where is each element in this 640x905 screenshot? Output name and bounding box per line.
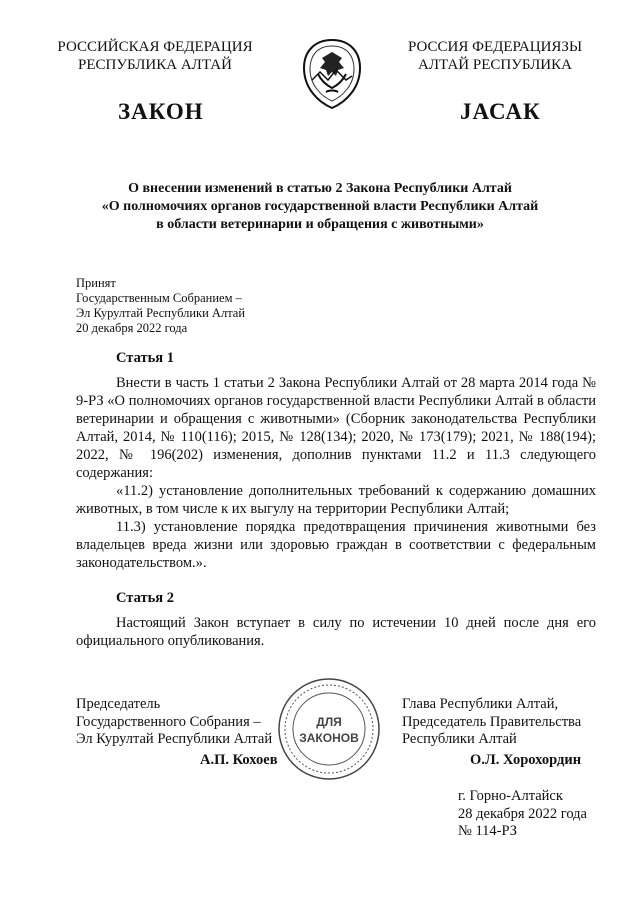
law-title-alt: ЈАСАК	[460, 99, 541, 124]
adopted-date: 20 декабря 2022 года	[76, 321, 188, 335]
article2-paragraph: Настоящий Закон вступает в силу по истечении 10 дней после дня его официального опубликования.	[76, 615, 596, 649]
signature-left-name: А.П. Кохоев	[200, 752, 278, 768]
article1-body	[76, 374, 596, 572]
header-left-line2: РЕСПУБЛИКА АЛТАЙ	[78, 57, 232, 73]
footer-date: 28 декабря 2022 года	[458, 805, 587, 822]
signature-left-line2: Государственного Собрания –	[76, 713, 261, 730]
title-line3: в области ветеринарии и обращения с животными»	[156, 217, 484, 232]
title-line2: «О полномочиях органов государственной власти Республики Алтай	[101, 199, 539, 214]
signature-left	[76, 696, 272, 749]
stamp-line1: ДЛЯ	[316, 715, 342, 729]
stamp-line2: ЗАКОНОВ	[299, 731, 359, 745]
adopted-line3: Эл Курултай Республики Алтай	[76, 306, 246, 320]
coat-of-arms-icon	[298, 38, 366, 110]
signature-right	[402, 696, 581, 749]
footer-city: г. Горно-Алтайск	[458, 788, 563, 804]
footer-block	[458, 788, 587, 841]
signature-left-line3: Эл Курултай Республики Алтай	[76, 731, 273, 747]
signature-right-line3: Республики Алтай	[402, 731, 517, 747]
signature-left-line1: Председатель	[76, 696, 161, 712]
header-left-line1: РОССИЙСКАЯ ФЕДЕРАЦИЯ	[57, 39, 253, 55]
header-left	[40, 38, 270, 74]
signature-right-name: О.Л. Хорохордин	[470, 752, 582, 768]
header-right-line2: АЛТАЙ РЕСПУБЛИКА	[418, 57, 572, 73]
adopted-line2: Государственным Собранием –	[76, 291, 242, 305]
footer-number: № 114-РЗ	[458, 823, 518, 839]
article2-body	[76, 614, 596, 650]
article1-paragraph: 11.3) установление порядка предотвращения причинения животными без владельцев вреда жизни или здоровью граждан в соответствии с федеральным законодательством.».	[76, 519, 596, 571]
adopted-block	[76, 276, 245, 336]
signature-right-line1: Глава Республики Алтай,	[402, 696, 559, 712]
law-subject-title	[60, 180, 580, 234]
signature-right-line2: Председатель Правительства	[402, 713, 582, 730]
adopted-line1: Принят	[76, 276, 116, 290]
stamp	[276, 676, 382, 782]
law-title-ru: ЗАКОН	[118, 99, 204, 124]
article1-heading: Статья 1	[116, 350, 174, 366]
article1-paragraph: Внести в часть 1 статьи 2 Закона Республики Алтай от 28 марта 2014 года № 9-РЗ «О полномочиях органов государственной власти Республики Алтай в области ветеринарии и обращения с животными» (Сборник законодательства Республики Алтай, 2014, № 110(116); 2015, № 128(134); 2020, № 173(179); 2021, № 188(194); 2022, № 196(202) изменения, дополнив пунктами 11.2 и 11.3 следующего содержания:	[76, 375, 596, 481]
article2-heading: Статья 2	[116, 590, 174, 606]
title-line1: О внесении изменений в статью 2 Закона Республики Алтай	[128, 181, 512, 196]
header-right-line1: РОССИЯ ФЕДЕРАЦИЯЗЫ	[407, 39, 583, 55]
header-right	[380, 38, 610, 74]
article1-paragraph: «11.2) установление дополнительных требований к содержанию домашних животных, в том числе к их выгулу на территории Республики Алтай;	[76, 483, 596, 517]
